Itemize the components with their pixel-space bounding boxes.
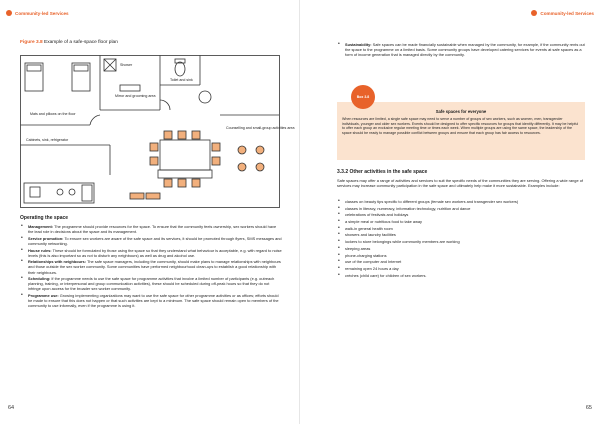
section-marker-icon — [531, 10, 537, 16]
mat-icon — [130, 193, 144, 199]
list-item: • phone-charging stations — [337, 253, 587, 258]
box-text: When resources are limited, a single safe space may need to serve a number of groups of sex workers, such as women, men, transgender individuals, younger and older sex workers. Events should be designed to offer specific resources for groups that identify differently. It may be helpful to offer each group an exclusive regular meeting time or times each week. When multiple groups are using the same space, the leadership of the space should be ready to manage possible conflict between groups and ensure that each group has fair access to resources. — [342, 117, 579, 135]
running-head-text: Community-led Services — [15, 10, 69, 16]
section-marker-icon — [6, 10, 12, 16]
label-toilet: Toilet and sink — [170, 78, 193, 82]
toilet-icon — [175, 62, 185, 76]
figure-title — [20, 40, 118, 45]
section-heading-operating: Operating the space — [20, 215, 69, 221]
running-head-left — [6, 10, 69, 16]
bullet-term: Programme use: — [28, 293, 59, 299]
seat-icon — [256, 163, 264, 171]
page-number-left: 64 — [8, 405, 15, 411]
list-item — [337, 42, 587, 57]
bullet-term: Relationships with neighbours: — [28, 259, 86, 265]
seat-icon — [238, 146, 246, 154]
figure-label: Figure 3.8 — [20, 40, 43, 45]
bullet-term: Sustainability: — [345, 42, 372, 47]
list-item — [20, 248, 282, 258]
chair-icon — [178, 131, 186, 139]
chair-icon — [178, 179, 186, 187]
figure-caption: Example of a safe-space floor plan — [44, 40, 118, 45]
list-item — [20, 224, 282, 234]
pillow-icon — [74, 65, 88, 71]
chair-icon — [164, 179, 172, 187]
operating-bullet-list — [20, 224, 282, 310]
bullet-term: Service promotion: — [28, 235, 64, 241]
door-arc — [90, 115, 100, 125]
seat-icon — [256, 146, 264, 154]
chair-icon — [212, 143, 220, 151]
bullet-text: These should be formulated by those using the space so that they understand what behaviour is acceptable, e.g. with regard to noise levels (this is also important so as not to disturb any neighbours) as well as drug and alcohol use. — [28, 247, 282, 258]
box-title: Safe spaces for everyone — [435, 109, 487, 114]
chair-icon — [192, 179, 200, 187]
section-heading-other-activities: 3.3.2 Other activities in the safe space — [337, 169, 428, 175]
list-item: • sleeping areas — [337, 246, 587, 251]
floor-plan-outer-wall — [21, 56, 280, 208]
mirror-icon — [120, 85, 140, 91]
list-item: • remaining open 24 hours a day — [337, 266, 587, 271]
page-number-right: 65 — [585, 405, 592, 411]
seat-icon — [238, 163, 246, 171]
bullet-text: To ensure sex workers are aware of the safe space and its services, it should be promoted through flyers, SMS messages and community networking. — [28, 235, 282, 246]
label-mats: Mats and pillows on the floor — [30, 112, 76, 116]
list-item: • classes on beauty tips specific to different groups (female sex workers and transgender sex workers) — [337, 199, 587, 204]
label-shower: Shower — [120, 63, 133, 67]
floor-plan-figure — [20, 55, 295, 208]
sink-icon — [199, 91, 211, 103]
list-item: • walk-in general health room — [337, 226, 587, 231]
list-item: • use of the computer and Internet — [337, 259, 587, 264]
list-item — [20, 276, 282, 291]
chair-icon — [192, 131, 200, 139]
bed-icon — [25, 63, 43, 91]
refrigerator-icon — [82, 185, 92, 201]
chair-icon — [150, 157, 158, 165]
chair-icon — [212, 157, 220, 165]
activities-list — [337, 199, 587, 279]
bed-icon — [72, 63, 90, 91]
intro-paragraph: Safe spaces may offer a range of activities and services to suit the specific needs of the communities they are serving. Offering a wide range of services may increase community participation in the safe space and ultimately help make it more sustainable. Examples include: — [337, 178, 583, 189]
list-item: • showers and laundry facilities — [337, 232, 587, 237]
label-mirror: Mirror and grooming area — [115, 94, 156, 98]
list-item — [20, 293, 282, 308]
mat-icon — [146, 193, 160, 199]
kitchen-counter-icon — [24, 183, 94, 203]
bullet-text: Safe spaces can be made financially sustainable when managed by the community, for example, if the community rents out the space to the programme on a limited basis. Some community groups have developed catering services for events at safe spaces as a form of income generation that is managed directly by the community. — [345, 42, 585, 58]
bullet-text: The safe space managers, including the community, should make plans to manage relationships with neighbours and those outside the sex worker community. Some communities have performed neighbourhood clean-ups to establish a good relationship with their neighbours. — [28, 259, 281, 275]
running-head-right — [531, 10, 594, 16]
door-arc — [160, 100, 170, 110]
toilet-tank-icon — [175, 59, 185, 63]
chair-icon — [150, 143, 158, 151]
chair-icon — [164, 131, 172, 139]
list-item: • celebrations of festivals and holidays — [337, 212, 587, 217]
bullet-text: If the programme needs to use the safe space for programme activities that involve a limited number of participants (e.g. outreach planning, training, or interpersonal and group communication activities), these should be scheduled during off-peak hours so that they do not infringe upon access for the broader sex worker community. — [28, 276, 275, 292]
bullet-term: Management: — [28, 224, 54, 229]
bullet-term: Scheduling: — [28, 276, 51, 282]
label-cabinets: Cabinets, sink, refrigerator — [26, 138, 69, 142]
table-icon — [160, 140, 210, 170]
list-item — [20, 259, 282, 274]
running-head-text: Community-led Services — [540, 10, 594, 16]
pillow-icon — [27, 65, 41, 71]
sink-basin-icon — [30, 187, 40, 197]
sustainability-bullet — [337, 42, 587, 59]
table-icon — [158, 170, 212, 178]
list-item: • crèches (child care) for children of sex workers. — [337, 273, 587, 278]
bullet-term: House rules: — [28, 247, 52, 253]
bullet-text: Growing implementing organizations may want to use the safe space for other programme activities or as offices; efforts should be made to ensure that this does not happen or that such activities are kept to a minimum. The safe space should remain open to members of the community to use informally, even if the programme is using it. — [28, 293, 279, 309]
box-tag: Box 3.8 — [351, 85, 375, 109]
list-item: • classes in literacy, numeracy, information technology, nutrition and dance — [337, 206, 587, 211]
list-item — [20, 236, 282, 246]
list-item: • a simple meal or nutritious food to take away — [337, 219, 587, 224]
bullet-text: The programme should provide resources for the space. To ensure that the community feels ownership, sex workers should have the lead role in decisions about the space and its management. — [28, 224, 277, 235]
label-counselling: Counselling and small-group activities area — [226, 126, 295, 130]
list-item: • lockers to store belongings while community members are working — [337, 239, 587, 244]
